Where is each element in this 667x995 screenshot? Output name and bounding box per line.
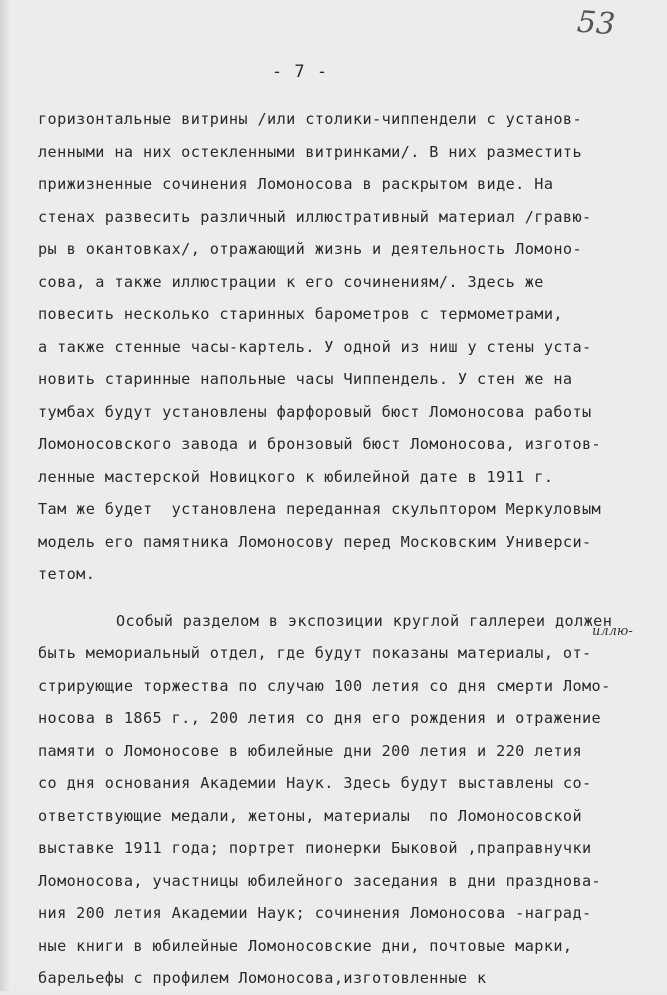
text-line: а также стенные часы-картель. У одной из ниш у стены уста- <box>38 337 592 356</box>
text-line: тетом. <box>38 565 96 583</box>
text-line: стенах развесить различный иллюстративный материал /гравю- <box>38 207 592 226</box>
text-line: повесить несколько старинных барометров с термометрами, <box>38 305 563 323</box>
page-edge-shadow <box>0 0 10 991</box>
paragraph-1 <box>38 103 648 591</box>
text-line: ленные мастерской Новицкого к юбилейной дате в 1911 г. <box>38 467 554 486</box>
page-number: - 7 - <box>271 62 329 82</box>
handwritten-insertion: иллю- <box>592 624 633 639</box>
text-line: ответствующие медали, жетоны, материалы по Ломоносовской <box>38 806 582 825</box>
text-line: модель его памятника Ломоносову перед Московским Универси- <box>38 532 592 551</box>
text-line: ры в окантовках/, отражающий жизнь и деятельность Ломоно- <box>38 240 582 258</box>
text-line: Там же будет установлена переданная скульптором Меркуловым <box>38 500 602 518</box>
text-line: прижизненные сочинения Ломоносова в раскрытом виде. На <box>38 175 554 193</box>
text-line: Ломоносова, участницы юбилейного заседания в дни празднова- <box>38 871 602 890</box>
text-line: со дня основания Академии Наук. Здесь будут выставлены со- <box>38 774 592 792</box>
text-line: новить старинные напольные часы Чиппендель. У стен же на <box>38 370 573 388</box>
text-line: сова, а также иллюстрации к его сочинениям/. Здесь же <box>38 272 544 291</box>
paragraph-gap <box>38 591 648 605</box>
text-line: горизонтальные витрины /или столики-чиппендели с установ- <box>38 110 582 128</box>
text-line: тумбах будут установлены фарфоровый бюст Ломоносова работы <box>38 402 592 421</box>
text-line: быть мемориальный отдел, где будут показаны материалы, от- <box>38 644 592 662</box>
text-line: памяти о Ломоносове в юбилейные дни 200 летия и 220 летия <box>38 741 582 760</box>
text-line: барельефы с профилем Ломоносова,изготовленные к <box>38 969 487 987</box>
text-line: Особый разделом в экспозиции круглой галлереи должен <box>116 611 613 630</box>
text-line: ные книги в юбилейные Ломоносовские дни, почтовые марки, <box>38 936 573 955</box>
paragraph-2 <box>38 605 648 995</box>
text-line: выставке 1911 года; портрет пионерки Быковой ,праправнучки <box>38 839 592 857</box>
folio-number: 53 <box>575 4 617 43</box>
text-line: носова в 1865 г., 200 летия со дня его рождения и отражение <box>38 709 602 727</box>
body-text <box>38 103 648 995</box>
text-line: ния 200 летия Академии Наук; сочинения Ломоносова -наград- <box>38 904 592 922</box>
text-line: ленными на них остекленными витринками/. В них разместить <box>38 142 582 161</box>
text-line: Ломоносовского завода и бронзовый бюст Ломоносова, изготов- <box>38 435 602 453</box>
text-line: стрирующие торжества по случаю 100 летия со дня смерти Ломо- <box>38 676 611 695</box>
